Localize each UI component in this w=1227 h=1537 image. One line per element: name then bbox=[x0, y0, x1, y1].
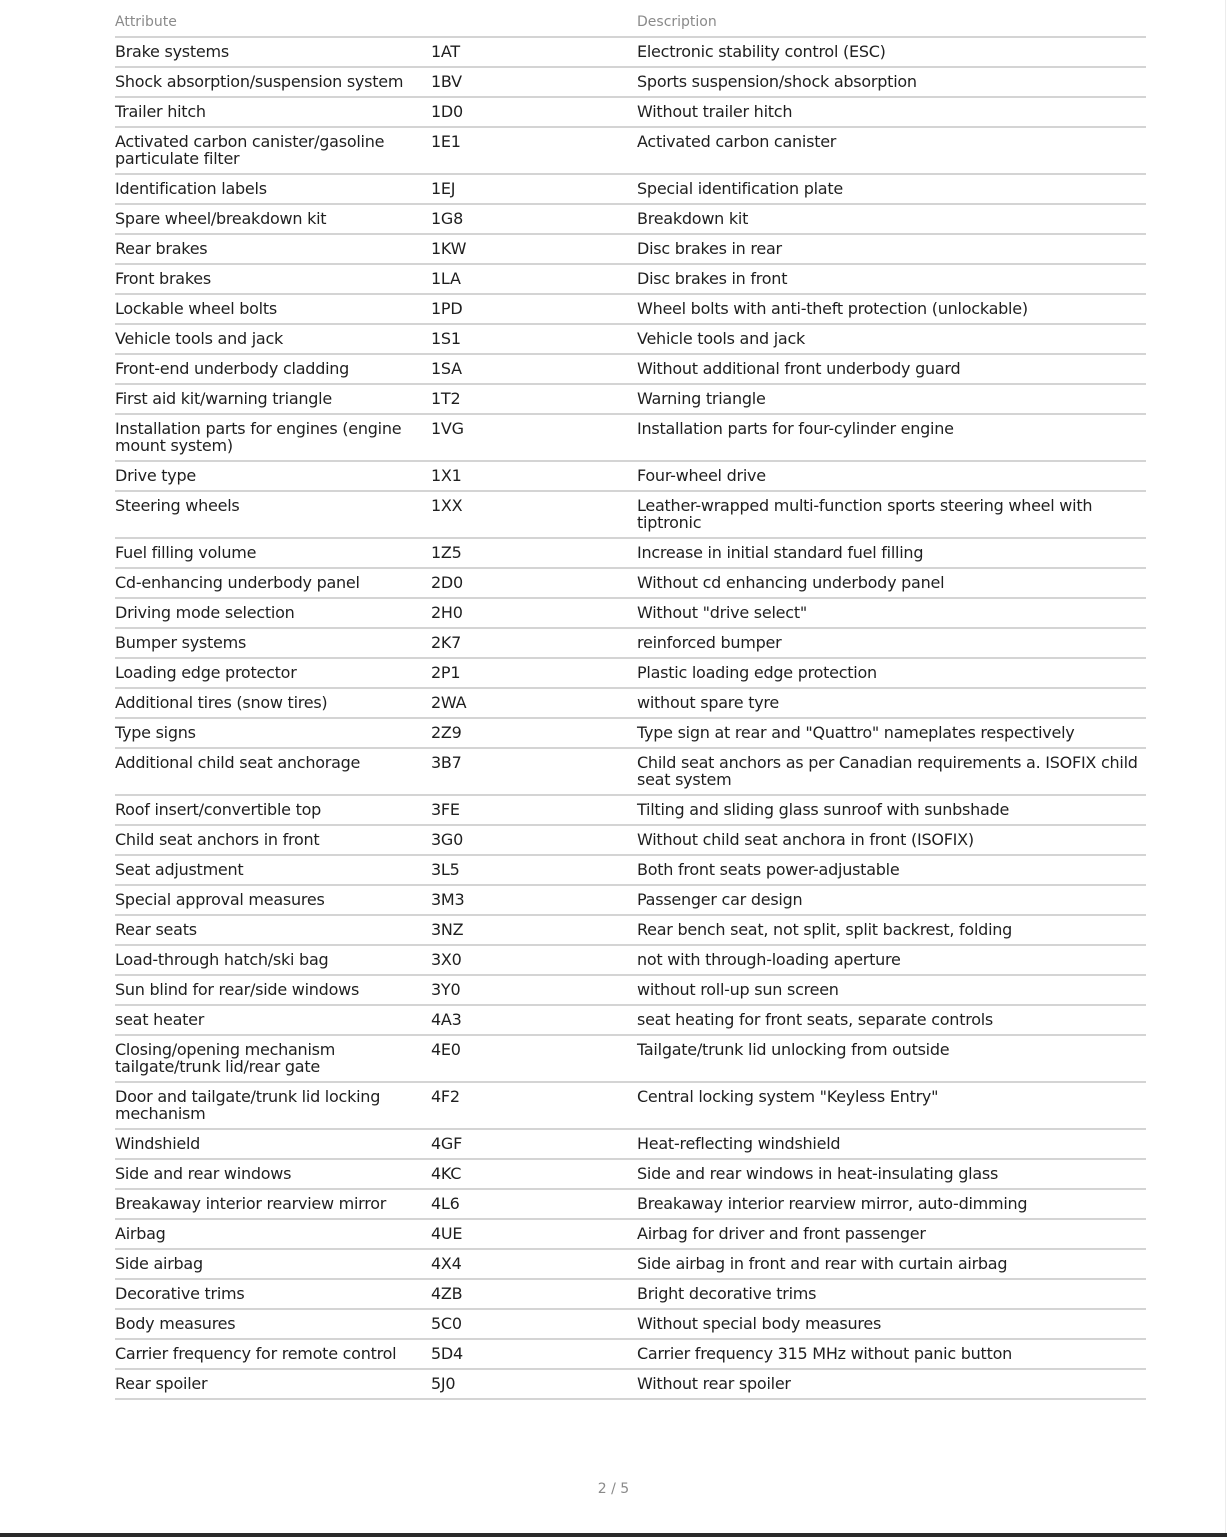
cell-code: 1LA bbox=[431, 264, 637, 294]
cell-code: 3X0 bbox=[431, 945, 637, 975]
cell-code: 2P1 bbox=[431, 658, 637, 688]
cell-description: Side airbag in front and rear with curtain airbag bbox=[637, 1249, 1146, 1279]
cell-description: Vehicle tools and jack bbox=[637, 324, 1146, 354]
cell-description: Breakdown kit bbox=[637, 204, 1146, 234]
header-code bbox=[431, 8, 637, 37]
cell-attribute: Cd-enhancing underbody panel bbox=[115, 568, 431, 598]
cell-code: 3G0 bbox=[431, 825, 637, 855]
table-row bbox=[115, 414, 1146, 461]
table-row bbox=[115, 825, 1146, 855]
cell-attribute: Additional tires (snow tires) bbox=[115, 688, 431, 718]
cell-attribute: Rear brakes bbox=[115, 234, 431, 264]
cell-code: 4X4 bbox=[431, 1249, 637, 1279]
cell-code: 4E0 bbox=[431, 1035, 637, 1082]
cell-attribute: Steering wheels bbox=[115, 491, 431, 538]
cell-description: Installation parts for four-cylinder engine bbox=[637, 414, 1146, 461]
cell-attribute: Child seat anchors in front bbox=[115, 825, 431, 855]
cell-attribute: Additional child seat anchorage bbox=[115, 748, 431, 795]
cell-code: 5D4 bbox=[431, 1339, 637, 1369]
cell-code: 1SA bbox=[431, 354, 637, 384]
table-row bbox=[115, 491, 1146, 538]
header-description: Description bbox=[637, 8, 1146, 37]
cell-code: 4KC bbox=[431, 1159, 637, 1189]
cell-attribute: Special approval measures bbox=[115, 885, 431, 915]
cell-attribute: Fuel filling volume bbox=[115, 538, 431, 568]
cell-code: 1G8 bbox=[431, 204, 637, 234]
cell-attribute: Vehicle tools and jack bbox=[115, 324, 431, 354]
table-row bbox=[115, 324, 1146, 354]
table-row bbox=[115, 628, 1146, 658]
cell-code: 3NZ bbox=[431, 915, 637, 945]
cell-code: 1D0 bbox=[431, 97, 637, 127]
cell-description: without spare tyre bbox=[637, 688, 1146, 718]
cell-code: 1EJ bbox=[431, 174, 637, 204]
cell-description: Child seat anchors as per Canadian requirements a. ISOFIX child seat system bbox=[637, 748, 1146, 795]
cell-description: Carrier frequency 315 MHz without panic button bbox=[637, 1339, 1146, 1369]
cell-code: 1KW bbox=[431, 234, 637, 264]
cell-code: 2WA bbox=[431, 688, 637, 718]
table-row bbox=[115, 1082, 1146, 1129]
table-row bbox=[115, 97, 1146, 127]
table-row bbox=[115, 1035, 1146, 1082]
cell-description: Leather-wrapped multi-function sports steering wheel with tiptronic bbox=[637, 491, 1146, 538]
table-row bbox=[115, 37, 1146, 67]
cell-code: 4F2 bbox=[431, 1082, 637, 1129]
cell-attribute: Driving mode selection bbox=[115, 598, 431, 628]
cell-description: Central locking system "Keyless Entry" bbox=[637, 1082, 1146, 1129]
table-row bbox=[115, 598, 1146, 628]
table-row bbox=[115, 915, 1146, 945]
table-row bbox=[115, 945, 1146, 975]
cell-attribute: Roof insert/convertible top bbox=[115, 795, 431, 825]
table-row bbox=[115, 127, 1146, 174]
cell-description: Heat-reflecting windshield bbox=[637, 1129, 1146, 1159]
cell-description: Tilting and sliding glass sunroof with sunbshade bbox=[637, 795, 1146, 825]
table-row bbox=[115, 1309, 1146, 1339]
cell-code: 1S1 bbox=[431, 324, 637, 354]
cell-description: Type sign at rear and "Quattro" nameplates respectively bbox=[637, 718, 1146, 748]
cell-code: 1VG bbox=[431, 414, 637, 461]
cell-code: 2K7 bbox=[431, 628, 637, 658]
cell-code: 4A3 bbox=[431, 1005, 637, 1035]
cell-description: not with through-loading aperture bbox=[637, 945, 1146, 975]
table-row bbox=[115, 658, 1146, 688]
cell-code: 1BV bbox=[431, 67, 637, 97]
cell-description: Rear bench seat, not split, split backrest, folding bbox=[637, 915, 1146, 945]
cell-attribute: Lockable wheel bolts bbox=[115, 294, 431, 324]
cell-code: 1XX bbox=[431, 491, 637, 538]
table-row bbox=[115, 384, 1146, 414]
cell-attribute: seat heater bbox=[115, 1005, 431, 1035]
table-row bbox=[115, 1249, 1146, 1279]
table-row bbox=[115, 1339, 1146, 1369]
cell-code: 1E1 bbox=[431, 127, 637, 174]
cell-attribute: Spare wheel/breakdown kit bbox=[115, 204, 431, 234]
cell-attribute: Drive type bbox=[115, 461, 431, 491]
cell-description: Airbag for driver and front passenger bbox=[637, 1219, 1146, 1249]
cell-description: Passenger car design bbox=[637, 885, 1146, 915]
table-row bbox=[115, 1279, 1146, 1309]
cell-attribute: Trailer hitch bbox=[115, 97, 431, 127]
cell-attribute: Activated carbon canister/gasoline particulate filter bbox=[115, 127, 431, 174]
table-row bbox=[115, 67, 1146, 97]
table-row bbox=[115, 975, 1146, 1005]
table-row bbox=[115, 568, 1146, 598]
header-attribute: Attribute bbox=[115, 8, 431, 37]
cell-description: Electronic stability control (ESC) bbox=[637, 37, 1146, 67]
table-row bbox=[115, 1005, 1146, 1035]
cell-description: Without special body measures bbox=[637, 1309, 1146, 1339]
table-row bbox=[115, 461, 1146, 491]
cell-attribute: Rear seats bbox=[115, 915, 431, 945]
cell-description: Side and rear windows in heat-insulating glass bbox=[637, 1159, 1146, 1189]
cell-description: Breakaway interior rearview mirror, auto-dimming bbox=[637, 1189, 1146, 1219]
cell-code: 2H0 bbox=[431, 598, 637, 628]
cell-attribute: Type signs bbox=[115, 718, 431, 748]
cell-description: Without child seat anchora in front (ISOFIX) bbox=[637, 825, 1146, 855]
cell-attribute: Closing/opening mechanism tailgate/trunk lid/rear gate bbox=[115, 1035, 431, 1082]
cell-attribute: Sun blind for rear/side windows bbox=[115, 975, 431, 1005]
cell-description: seat heating for front seats, separate controls bbox=[637, 1005, 1146, 1035]
table-row bbox=[115, 1159, 1146, 1189]
cell-code: 3M3 bbox=[431, 885, 637, 915]
cell-code: 1X1 bbox=[431, 461, 637, 491]
table-row bbox=[115, 174, 1146, 204]
cell-description: Disc brakes in front bbox=[637, 264, 1146, 294]
table-row bbox=[115, 1219, 1146, 1249]
cell-code: 5C0 bbox=[431, 1309, 637, 1339]
cell-description: Special identification plate bbox=[637, 174, 1146, 204]
cell-code: 1Z5 bbox=[431, 538, 637, 568]
table-body bbox=[115, 37, 1146, 1399]
cell-description: Without trailer hitch bbox=[637, 97, 1146, 127]
cell-description: Tailgate/trunk lid unlocking from outside bbox=[637, 1035, 1146, 1082]
cell-code: 1T2 bbox=[431, 384, 637, 414]
cell-attribute: Breakaway interior rearview mirror bbox=[115, 1189, 431, 1219]
cell-code: 3Y0 bbox=[431, 975, 637, 1005]
cell-description: Plastic loading edge protection bbox=[637, 658, 1146, 688]
cell-code: 3FE bbox=[431, 795, 637, 825]
cell-description: Warning triangle bbox=[637, 384, 1146, 414]
cell-description: Four-wheel drive bbox=[637, 461, 1146, 491]
table-row bbox=[115, 1129, 1146, 1159]
cell-attribute: Airbag bbox=[115, 1219, 431, 1249]
equipment-table bbox=[115, 8, 1146, 1400]
table-row bbox=[115, 885, 1146, 915]
cell-code: 4L6 bbox=[431, 1189, 637, 1219]
cell-attribute: Loading edge protector bbox=[115, 658, 431, 688]
table-row bbox=[115, 748, 1146, 795]
page-number: 2 / 5 bbox=[597, 1481, 630, 1497]
table-header-row bbox=[115, 8, 1146, 37]
viewer-bottom-edge bbox=[0, 1533, 1227, 1537]
cell-code: 4ZB bbox=[431, 1279, 637, 1309]
table-row bbox=[115, 855, 1146, 885]
table-row bbox=[115, 795, 1146, 825]
cell-description: Without "drive select" bbox=[637, 598, 1146, 628]
cell-description: Activated carbon canister bbox=[637, 127, 1146, 174]
cell-description: Wheel bolts with anti-theft protection (unlockable) bbox=[637, 294, 1146, 324]
table-row bbox=[115, 294, 1146, 324]
cell-description: Disc brakes in rear bbox=[637, 234, 1146, 264]
cell-attribute: Shock absorption/suspension system bbox=[115, 67, 431, 97]
cell-description: reinforced bumper bbox=[637, 628, 1146, 658]
table-row bbox=[115, 354, 1146, 384]
cell-description: Both front seats power-adjustable bbox=[637, 855, 1146, 885]
cell-attribute: Front brakes bbox=[115, 264, 431, 294]
table-row bbox=[115, 538, 1146, 568]
table-row bbox=[115, 718, 1146, 748]
cell-attribute: Load-through hatch/ski bag bbox=[115, 945, 431, 975]
cell-attribute: Side and rear windows bbox=[115, 1159, 431, 1189]
cell-description: Without additional front underbody guard bbox=[637, 354, 1146, 384]
cell-attribute: Windshield bbox=[115, 1129, 431, 1159]
cell-attribute: Door and tailgate/trunk lid locking mechanism bbox=[115, 1082, 431, 1129]
cell-description: Sports suspension/shock absorption bbox=[637, 67, 1146, 97]
cell-attribute: Brake systems bbox=[115, 37, 431, 67]
cell-description: Increase in initial standard fuel filling bbox=[637, 538, 1146, 568]
cell-attribute: Bumper systems bbox=[115, 628, 431, 658]
cell-code: 3L5 bbox=[431, 855, 637, 885]
cell-attribute: Decorative trims bbox=[115, 1279, 431, 1309]
cell-description: Without cd enhancing underbody panel bbox=[637, 568, 1146, 598]
cell-attribute: Front-end underbody cladding bbox=[115, 354, 431, 384]
table-row bbox=[115, 688, 1146, 718]
cell-code: 5J0 bbox=[431, 1369, 637, 1399]
cell-description: Without rear spoiler bbox=[637, 1369, 1146, 1399]
cell-attribute: Carrier frequency for remote control bbox=[115, 1339, 431, 1369]
cell-description: Bright decorative trims bbox=[637, 1279, 1146, 1309]
cell-attribute: First aid kit/warning triangle bbox=[115, 384, 431, 414]
table-row bbox=[115, 1189, 1146, 1219]
cell-code: 2D0 bbox=[431, 568, 637, 598]
cell-attribute: Seat adjustment bbox=[115, 855, 431, 885]
cell-attribute: Installation parts for engines (engine mount system) bbox=[115, 414, 431, 461]
table-row bbox=[115, 1369, 1146, 1399]
cell-code: 3B7 bbox=[431, 748, 637, 795]
cell-attribute: Body measures bbox=[115, 1309, 431, 1339]
cell-code: 1PD bbox=[431, 294, 637, 324]
cell-code: 2Z9 bbox=[431, 718, 637, 748]
table-row bbox=[115, 234, 1146, 264]
cell-code: 1AT bbox=[431, 37, 637, 67]
table-row bbox=[115, 264, 1146, 294]
cell-code: 4GF bbox=[431, 1129, 637, 1159]
cell-code: 4UE bbox=[431, 1219, 637, 1249]
cell-attribute: Identification labels bbox=[115, 174, 431, 204]
cell-attribute: Side airbag bbox=[115, 1249, 431, 1279]
table-row bbox=[115, 204, 1146, 234]
cell-description: without roll-up sun screen bbox=[637, 975, 1146, 1005]
cell-attribute: Rear spoiler bbox=[115, 1369, 431, 1399]
